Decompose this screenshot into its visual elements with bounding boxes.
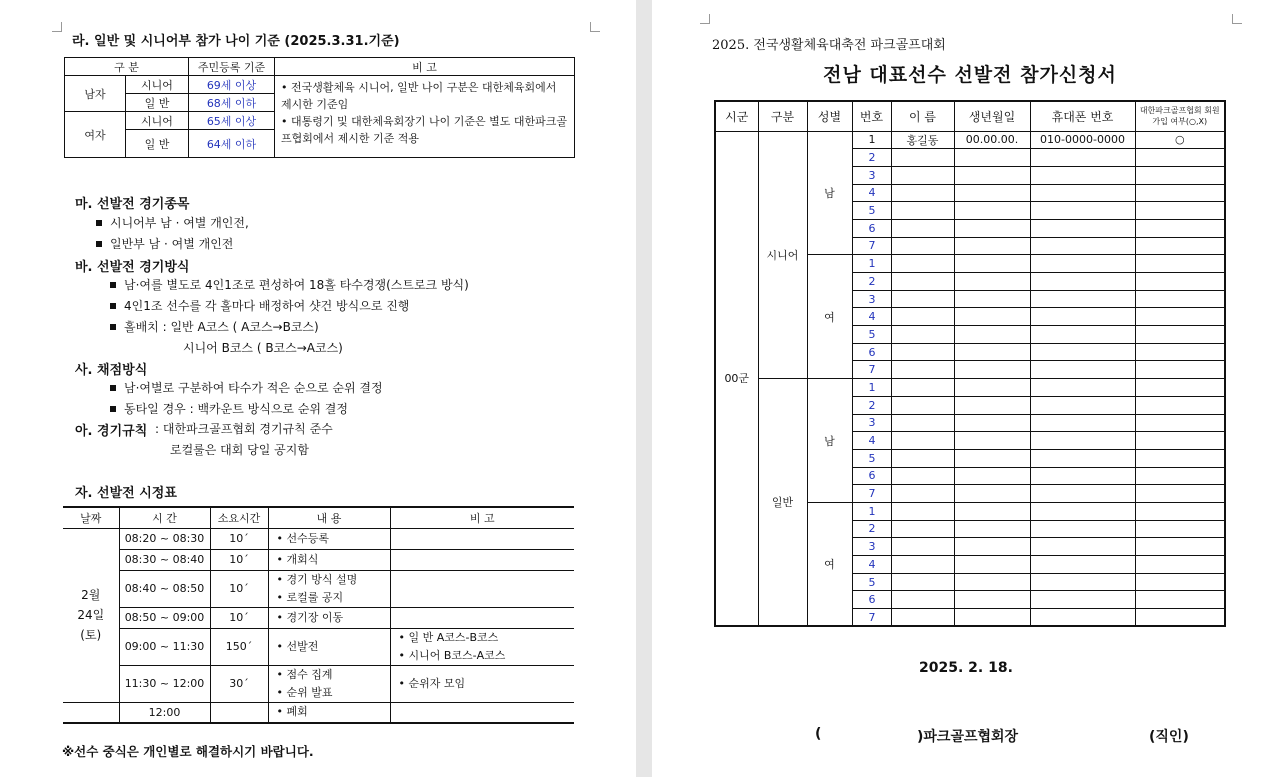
section-ma-title: 마. 선발전 경기종목: [75, 197, 190, 212]
reg-birth-cell[interactable]: [954, 166, 1030, 184]
reg-gender: 남: [807, 131, 852, 255]
reg-birth-cell[interactable]: [954, 202, 1030, 220]
sched-duration: 10´: [210, 549, 268, 570]
reg-name-cell[interactable]: [891, 326, 954, 344]
reg-birth-cell[interactable]: [954, 414, 1030, 432]
reg-membership-cell[interactable]: [1135, 467, 1225, 485]
reg-number: 6: [852, 591, 891, 609]
reg-membership-cell[interactable]: [1135, 237, 1225, 255]
reg-membership-cell[interactable]: [1135, 520, 1225, 538]
sched-row: [63, 628, 574, 665]
reg-membership-cell[interactable]: [1135, 273, 1225, 291]
reg-membership-cell[interactable]: [1135, 290, 1225, 308]
reg-name-cell[interactable]: [891, 361, 954, 379]
reg-phone-cell[interactable]: [1030, 237, 1135, 255]
ba-item: 홀배치 : 일반 A코스 ( A코스→B코스): [110, 318, 319, 335]
reg-number: 4: [852, 184, 891, 202]
reg-birth-cell[interactable]: [954, 255, 1030, 273]
sched-row: [63, 570, 574, 607]
age-group: 시니어: [126, 76, 189, 94]
ba-item: 남·여를 별도로 4인1조로 편성하여 18홀 타수경쟁(스트로크 방식): [110, 276, 469, 293]
reg-phone-cell[interactable]: [1030, 414, 1135, 432]
reg-birth-cell[interactable]: [954, 467, 1030, 485]
reg-number: 1: [852, 379, 891, 397]
reg-number: 6: [852, 219, 891, 237]
reg-number: 5: [852, 202, 891, 220]
reg-birth-cell[interactable]: [954, 449, 1030, 467]
sa-item: 동타일 경우 : 백카운트 방식으로 순위 결정: [110, 400, 348, 417]
reg-phone-cell[interactable]: [1030, 361, 1135, 379]
sched-duration: [210, 702, 268, 723]
reg-membership-cell[interactable]: [1135, 396, 1225, 414]
reg-phone-cell[interactable]: [1030, 432, 1135, 450]
reg-name-cell[interactable]: 홍길동: [891, 131, 954, 149]
reg-number: 4: [852, 556, 891, 574]
sched-duration: 10´: [210, 607, 268, 628]
reg-membership-cell[interactable]: [1135, 485, 1225, 503]
reg-row: [715, 379, 1225, 397]
reg-birth-cell[interactable]: [954, 556, 1030, 574]
sched-header-time: 시 간: [119, 507, 210, 528]
reg-name-cell[interactable]: [891, 414, 954, 432]
reg-name-cell[interactable]: [891, 432, 954, 450]
reg-birth-cell[interactable]: [954, 538, 1030, 556]
sched-note: [390, 549, 574, 570]
reg-phone-cell[interactable]: [1030, 219, 1135, 237]
sched-row: [63, 549, 574, 570]
section-a-text: : 대한파크골프협회 경기규칙 준수: [155, 422, 333, 436]
reg-phone-cell[interactable]: [1030, 326, 1135, 344]
reg-phone-cell[interactable]: [1030, 290, 1135, 308]
section-ja-title: 자. 선발전 시정표: [75, 486, 177, 501]
section-sa-title: 사. 채점방식: [75, 363, 148, 378]
reg-membership-cell[interactable]: [1135, 343, 1225, 361]
reg-name-cell[interactable]: [891, 520, 954, 538]
reg-phone-cell[interactable]: 010-0000-0000: [1030, 131, 1135, 149]
section-a-text-2: 로컬룰은 대회 당일 공지함: [170, 443, 309, 457]
square-bullet-icon: [110, 324, 116, 330]
reg-name-cell[interactable]: [891, 591, 954, 609]
sched-time: 09:00 ~ 11:30: [119, 628, 210, 665]
reg-number: 2: [852, 149, 891, 167]
sched-duration: 150´: [210, 628, 268, 665]
reg-number: 3: [852, 538, 891, 556]
reg-phone-cell[interactable]: [1030, 502, 1135, 520]
sched-content: • 폐회: [268, 702, 390, 723]
reg-phone-cell[interactable]: [1030, 255, 1135, 273]
reg-birth-cell[interactable]: [954, 432, 1030, 450]
form-date: 2025. 2. 18.: [919, 660, 1013, 676]
age-header-note: 비 고: [275, 58, 575, 76]
reg-birth-cell[interactable]: [954, 520, 1030, 538]
sched-header-content: 내 용: [268, 507, 390, 528]
sched-content: • 경기 방식 설명 • 로컬룰 공지: [268, 570, 390, 607]
crop-mark: [590, 22, 600, 32]
reg-number: 3: [852, 290, 891, 308]
reg-gender: 남: [807, 379, 852, 503]
sched-date: 2월 24일 (토): [63, 528, 119, 702]
reg-phone-cell[interactable]: [1030, 467, 1135, 485]
reg-number: 7: [852, 485, 891, 503]
reg-membership-cell[interactable]: [1135, 449, 1225, 467]
reg-membership-cell[interactable]: [1135, 556, 1225, 574]
reg-name-cell[interactable]: [891, 449, 954, 467]
reg-header-county: 시군: [715, 101, 758, 131]
sched-note: [390, 702, 574, 723]
reg-number: 1: [852, 255, 891, 273]
age-criterion: 69세 이상: [189, 76, 275, 94]
signer-open-paren: (: [815, 726, 822, 742]
reg-name-cell[interactable]: [891, 149, 954, 167]
reg-birth-cell[interactable]: [954, 591, 1030, 609]
reg-header-gender: 성별: [807, 101, 852, 131]
reg-phone-cell[interactable]: [1030, 343, 1135, 361]
age-female-label: 여자: [65, 112, 126, 158]
age-criterion: 68세 이하: [189, 94, 275, 112]
sched-duration: 10´: [210, 570, 268, 607]
reg-name-cell[interactable]: [891, 502, 954, 520]
reg-name-cell[interactable]: [891, 556, 954, 574]
sched-row: [63, 665, 574, 702]
reg-membership-cell[interactable]: ○: [1135, 131, 1225, 149]
age-note: [275, 76, 575, 158]
reg-name-cell[interactable]: [891, 219, 954, 237]
reg-number: 7: [852, 361, 891, 379]
age-group: 일 반: [126, 94, 189, 112]
age-criterion: 65세 이상: [189, 112, 275, 130]
reg-birth-cell[interactable]: [954, 290, 1030, 308]
reg-number: 6: [852, 467, 891, 485]
reg-name-cell[interactable]: [891, 184, 954, 202]
square-bullet-icon: [96, 241, 102, 247]
age-group: 일 반: [126, 130, 189, 158]
reg-gender: 여: [807, 255, 852, 379]
reg-phone-cell[interactable]: [1030, 273, 1135, 291]
reg-name-cell[interactable]: [891, 290, 954, 308]
reg-birth-cell[interactable]: [954, 219, 1030, 237]
reg-name-cell[interactable]: [891, 379, 954, 397]
reg-county: 00군: [715, 131, 758, 626]
sched-time: 08:20 ~ 08:30: [119, 528, 210, 549]
sched-header-note: 비 고: [390, 507, 574, 528]
reg-number: 2: [852, 396, 891, 414]
reg-number: 1: [852, 502, 891, 520]
footnote: ※선수 중식은 개인별로 해결하시기 바랍니다.: [62, 744, 314, 759]
reg-row: [715, 131, 1225, 149]
reg-number: 3: [852, 414, 891, 432]
sched-time: 08:40 ~ 08:50: [119, 570, 210, 607]
reg-header-name: 이 름: [891, 101, 954, 131]
section-a-title: 아. 경기규칙: [75, 424, 148, 439]
reg-birth-cell[interactable]: [954, 485, 1030, 503]
sched-note: [390, 570, 574, 607]
sched-row: [63, 607, 574, 628]
reg-header-birth: 생년월일: [954, 101, 1030, 131]
reg-membership-cell[interactable]: [1135, 219, 1225, 237]
reg-phone-cell[interactable]: [1030, 149, 1135, 167]
ba-item: 4인1조 선수를 각 홀마다 배정하여 샷건 방식으로 진행: [110, 297, 409, 314]
crop-mark: [700, 14, 710, 24]
sched-duration: 10´: [210, 528, 268, 549]
reg-number: 6: [852, 343, 891, 361]
reg-header-phone: 휴대폰 번호: [1030, 101, 1135, 131]
age-male-label: 남자: [65, 76, 126, 112]
reg-birth-cell[interactable]: [954, 273, 1030, 291]
sched-header-date: 날짜: [63, 507, 119, 528]
reg-membership-cell[interactable]: [1135, 166, 1225, 184]
reg-number: 5: [852, 573, 891, 591]
reg-membership-cell[interactable]: [1135, 609, 1225, 627]
reg-header-membership: 대한파크골프협회 회원가입 여부(○,X): [1135, 101, 1225, 131]
sched-content: • 선수등록: [268, 528, 390, 549]
sched-time: 08:50 ~ 09:00: [119, 607, 210, 628]
reg-phone-cell[interactable]: [1030, 184, 1135, 202]
document-page-right: [652, 0, 1288, 777]
reg-membership-cell[interactable]: [1135, 361, 1225, 379]
reg-name-cell[interactable]: [891, 573, 954, 591]
reg-phone-cell[interactable]: [1030, 485, 1135, 503]
sched-date-empty: [63, 702, 119, 723]
sched-content: • 점수 집계 • 순위 발표: [268, 665, 390, 702]
reg-name-cell[interactable]: [891, 255, 954, 273]
square-bullet-icon: [110, 282, 116, 288]
sched-content: • 선발전: [268, 628, 390, 665]
reg-phone-cell[interactable]: [1030, 202, 1135, 220]
reg-membership-cell[interactable]: [1135, 308, 1225, 326]
reg-birth-cell[interactable]: [954, 237, 1030, 255]
ma-item: 일반부 남 · 여별 개인전: [96, 235, 233, 252]
reg-birth-cell[interactable]: [954, 343, 1030, 361]
sched-note: • 일 반 A코스-B코스 • 시니어 B코스-A코스: [390, 628, 574, 665]
reg-header-division: 구분: [758, 101, 807, 131]
sched-row: [63, 702, 574, 723]
document-page-left: [0, 0, 636, 777]
reg-name-cell[interactable]: [891, 609, 954, 627]
sched-time: 08:30 ~ 08:40: [119, 549, 210, 570]
reg-phone-cell[interactable]: [1030, 379, 1135, 397]
crop-mark: [52, 22, 62, 32]
sched-note: • 순위자 모임: [390, 665, 574, 702]
reg-birth-cell[interactable]: [954, 361, 1030, 379]
ma-item: 시니어부 남 · 여별 개인전,: [96, 214, 249, 231]
reg-membership-cell[interactable]: [1135, 414, 1225, 432]
sched-duration: 30´: [210, 665, 268, 702]
reg-division: 일반: [758, 379, 807, 627]
reg-birth-cell[interactable]: [954, 379, 1030, 397]
reg-phone-cell[interactable]: [1030, 396, 1135, 414]
reg-name-cell[interactable]: [891, 343, 954, 361]
reg-name-cell[interactable]: [891, 237, 954, 255]
reg-header-number: 번호: [852, 101, 891, 131]
reg-name-cell[interactable]: [891, 202, 954, 220]
reg-number: 2: [852, 273, 891, 291]
reg-number: 7: [852, 237, 891, 255]
age-header-criterion: 주민등록 기준: [189, 58, 275, 76]
sa-item: 남·여별로 구분하여 타수가 적은 순으로 순위 결정: [110, 379, 383, 396]
reg-membership-cell[interactable]: [1135, 591, 1225, 609]
reg-birth-cell[interactable]: [954, 502, 1030, 520]
square-bullet-icon: [110, 385, 116, 391]
reg-phone-cell[interactable]: [1030, 538, 1135, 556]
reg-birth-cell[interactable]: [954, 396, 1030, 414]
square-bullet-icon: [96, 220, 102, 226]
reg-name-cell[interactable]: [891, 538, 954, 556]
reg-membership-cell[interactable]: [1135, 379, 1225, 397]
reg-membership-cell[interactable]: [1135, 202, 1225, 220]
reg-division: 시니어: [758, 131, 807, 379]
seal-label: (직인): [1149, 729, 1189, 745]
reg-number: 4: [852, 432, 891, 450]
reg-membership-cell[interactable]: [1135, 502, 1225, 520]
reg-birth-cell[interactable]: [954, 184, 1030, 202]
reg-name-cell[interactable]: [891, 166, 954, 184]
sched-content: • 개회식: [268, 549, 390, 570]
age-note-2: • 대통령기 및 대한체육회장기 나이 기준은 별도 대한파크골프협회에서 제시한 기준 적용: [281, 115, 567, 145]
section-ba-title: 바. 선발전 경기방식: [75, 260, 190, 275]
reg-number: 2: [852, 520, 891, 538]
reg-phone-cell[interactable]: [1030, 449, 1135, 467]
sched-content: • 경기장 이동: [268, 607, 390, 628]
reg-phone-cell[interactable]: [1030, 308, 1135, 326]
reg-phone-cell[interactable]: [1030, 573, 1135, 591]
reg-phone-cell[interactable]: [1030, 591, 1135, 609]
sched-row: [63, 528, 574, 549]
age-note-1: • 전국생활체육 시니어, 일반 나이 구분은 대한체육회에서 제시한 기준임: [281, 81, 557, 111]
signer-title: )파크골프협회장: [917, 729, 1019, 745]
registration-table: [714, 100, 1226, 627]
reg-membership-cell[interactable]: [1135, 184, 1225, 202]
reg-phone-cell[interactable]: [1030, 609, 1135, 627]
reg-birth-cell[interactable]: [954, 149, 1030, 167]
reg-name-cell[interactable]: [891, 273, 954, 291]
ba-item-continued: 시니어 B코스 ( B코스→A코스): [183, 341, 343, 355]
reg-phone-cell[interactable]: [1030, 520, 1135, 538]
schedule-table: [63, 506, 574, 724]
reg-membership-cell[interactable]: [1135, 149, 1225, 167]
event-title: 2025. 전국생활체육대축전 파크골프대회: [712, 38, 946, 53]
sched-note: [390, 607, 574, 628]
reg-phone-cell[interactable]: [1030, 166, 1135, 184]
reg-number: 1: [852, 131, 891, 149]
square-bullet-icon: [110, 303, 116, 309]
reg-membership-cell[interactable]: [1135, 326, 1225, 344]
reg-number: 7: [852, 609, 891, 627]
reg-number: 5: [852, 326, 891, 344]
reg-name-cell[interactable]: [891, 308, 954, 326]
reg-gender: 여: [807, 502, 852, 626]
age-header-category: 구 분: [65, 58, 189, 76]
reg-name-cell[interactable]: [891, 467, 954, 485]
sched-time: 12:00: [119, 702, 210, 723]
reg-number: 3: [852, 166, 891, 184]
sched-time: 11:30 ~ 12:00: [119, 665, 210, 702]
reg-birth-cell[interactable]: [954, 308, 1030, 326]
form-title: 전남 대표선수 선발전 참가신청서: [823, 64, 1117, 86]
sched-note: [390, 528, 574, 549]
reg-membership-cell[interactable]: [1135, 538, 1225, 556]
reg-name-cell[interactable]: [891, 396, 954, 414]
age-criterion: 64세 이하: [189, 130, 275, 158]
reg-birth-cell[interactable]: 00.00.00.: [954, 131, 1030, 149]
reg-number: 5: [852, 449, 891, 467]
reg-birth-cell[interactable]: [954, 573, 1030, 591]
sched-header-duration: 소요시간: [210, 507, 268, 528]
reg-number: 4: [852, 308, 891, 326]
age-group: 시니어: [126, 112, 189, 130]
reg-membership-cell[interactable]: [1135, 432, 1225, 450]
reg-name-cell[interactable]: [891, 485, 954, 503]
age-criteria-table: [64, 57, 575, 158]
reg-phone-cell[interactable]: [1030, 556, 1135, 574]
crop-mark: [1232, 14, 1242, 24]
square-bullet-icon: [110, 406, 116, 412]
reg-birth-cell[interactable]: [954, 326, 1030, 344]
reg-membership-cell[interactable]: [1135, 255, 1225, 273]
reg-birth-cell[interactable]: [954, 609, 1030, 627]
reg-membership-cell[interactable]: [1135, 573, 1225, 591]
section-ra-title: 라. 일반 및 시니어부 참가 나이 기준 (2025.3.31.기준): [72, 34, 400, 49]
